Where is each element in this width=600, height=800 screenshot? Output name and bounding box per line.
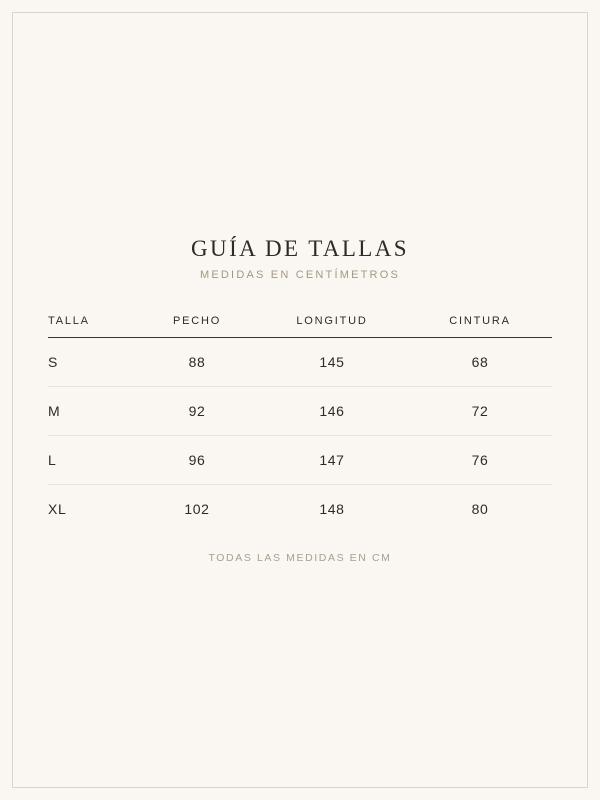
waist-cell: 76	[408, 436, 552, 485]
size-table	[48, 304, 552, 533]
column-header-length: LONGITUD	[256, 304, 408, 338]
waist-cell: 68	[408, 338, 552, 387]
chest-cell: 92	[138, 387, 256, 436]
table-row	[48, 485, 552, 534]
length-cell: 147	[256, 436, 408, 485]
size-cell: M	[48, 387, 138, 436]
column-header-chest: PECHO	[138, 304, 256, 338]
length-cell: 148	[319, 501, 345, 517]
page-subtitle: MEDIDAS EN CENTÍMETROS	[200, 269, 400, 281]
table-header-row	[48, 304, 552, 338]
table-row	[48, 436, 552, 485]
waist-cell: 80	[471, 501, 489, 517]
waist-cell: 72	[408, 387, 552, 436]
size-cell: L	[48, 436, 138, 485]
footnote: TODAS LAS MEDIDAS EN CM	[208, 552, 392, 564]
column-header-waist: CINTURA	[408, 304, 552, 338]
size-cell: S	[48, 338, 138, 387]
page-title: GUÍA DE TALLAS	[191, 236, 409, 261]
chest-cell: 96	[138, 436, 256, 485]
length-cell: 146	[256, 387, 408, 436]
length-cell: 145	[256, 338, 408, 387]
table-row	[48, 387, 552, 436]
chest-cell: 102	[184, 501, 210, 517]
table-row	[48, 338, 552, 387]
chest-cell: 88	[138, 338, 256, 387]
column-header-size: TALLA	[48, 304, 138, 338]
size-cell: XL	[48, 501, 67, 517]
